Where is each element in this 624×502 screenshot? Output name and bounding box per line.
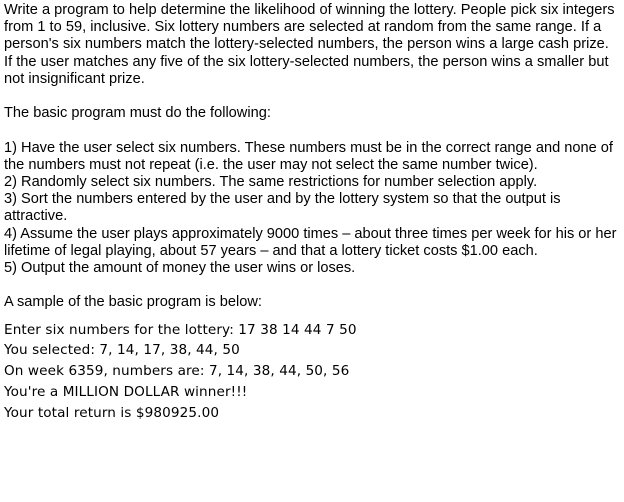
sample-output-line: You're a MILLION DOLLAR winner!!!: [4, 384, 248, 400]
sample-output-line: Your total return is $980925.00: [4, 404, 220, 421]
assignment-document: [4, 2, 620, 424]
sample-output-line: Enter six numbers for the lottery: 17 38 14 44 7 50: [4, 321, 357, 338]
sample-heading: A sample of the basic program is below:: [4, 294, 262, 311]
requirement-item-3: 3) Sort the numbers entered by the user and by the lottery system so that the output is attractive.: [4, 191, 561, 225]
spacer: [4, 122, 620, 139]
spacer: [4, 277, 620, 294]
sample-output-line: You selected: 7, 14, 17, 38, 44, 50: [4, 342, 240, 359]
requirement-item-2: 2) Randomly select six numbers. The same restrictions for number selection apply.: [4, 174, 538, 190]
sample-output: [4, 320, 620, 424]
requirement-item-1: 1) Have the user select six numbers. These numbers must be in the correct range and none of the numbers must not repeat (i.e. the user may not select the same number twice).: [4, 139, 613, 173]
intro-paragraph: Write a program to help determine the likelihood of winning the lottery. People pick six integers from 1 to 59, inclusive. Six lottery numbers are selected at random from the same range. If a person's six numbers match the lottery-selected numbers, the person wins a large cash prize. If the user matches any five of the six lottery-selected numbers, the person wins a smaller but not insignificant prize.: [4, 2, 615, 87]
requirement-item-4: 4) Assume the user plays approximately 9000 times – about three times per week for his or her lifetime of legal playing, about 57 years – and that a lottery ticket costs $1.00 each.: [4, 225, 617, 259]
requirements-list: [4, 140, 620, 278]
requirements-heading: The basic program must do the following:: [4, 105, 271, 122]
spacer: [4, 88, 620, 105]
sample-output-line: On week 6359, numbers are: 7, 14, 38, 44, 50, 56: [4, 363, 350, 380]
requirement-item-5: 5) Output the amount of money the user wins or loses.: [4, 260, 356, 277]
